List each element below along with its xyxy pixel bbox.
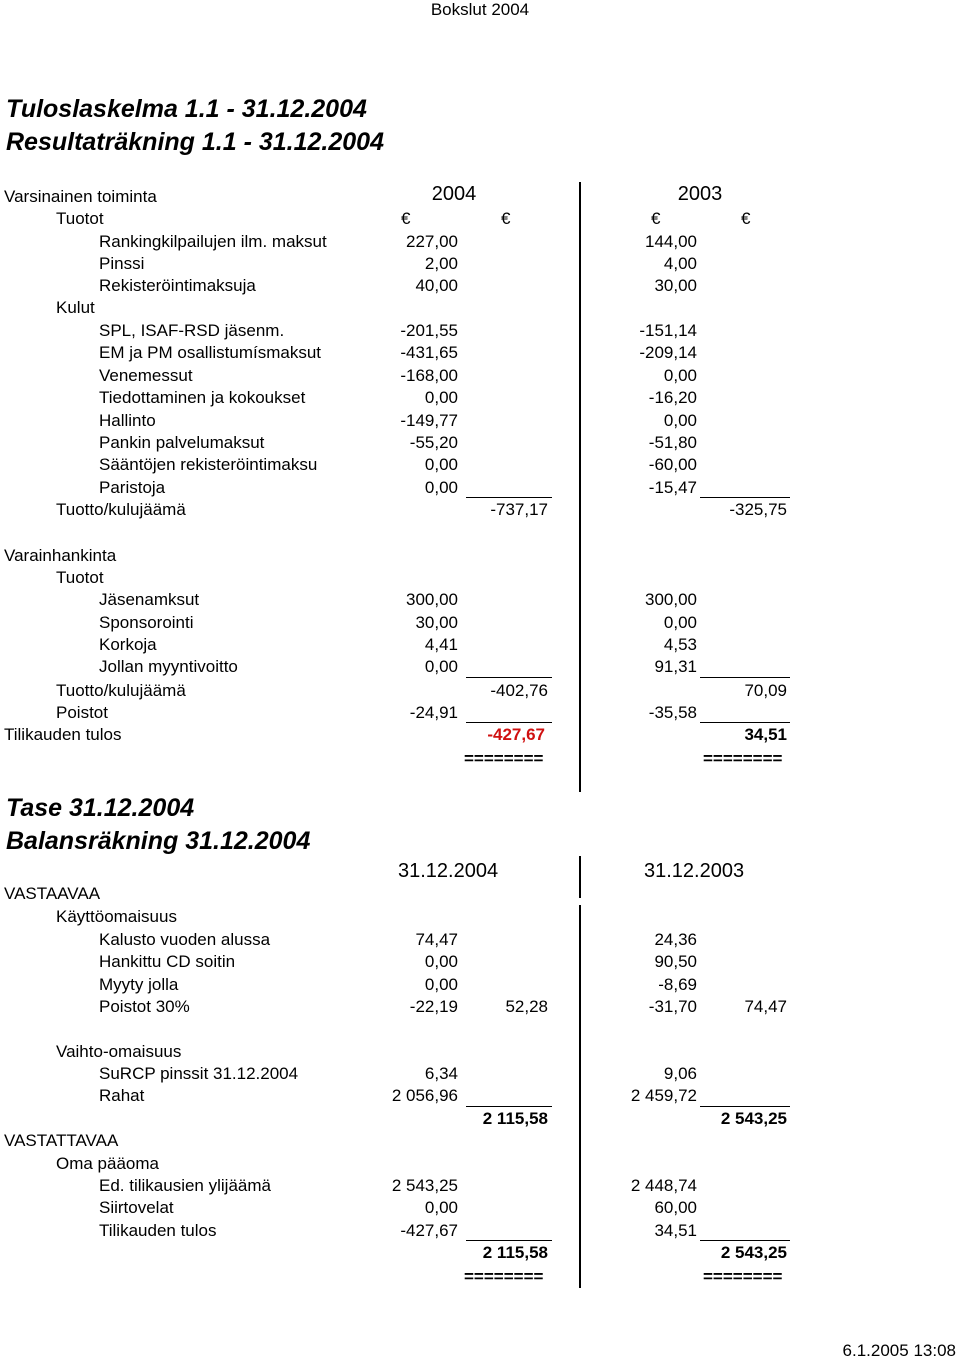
line-item-label: Venemessut xyxy=(99,366,193,385)
section-label: Varsinainen toiminta xyxy=(4,187,157,206)
line-item-value-b: -60,00 xyxy=(648,455,697,474)
liabilities-total-a: 2 115,58 xyxy=(482,1243,548,1262)
column-divider xyxy=(579,182,581,792)
currency-icon: € xyxy=(651,209,661,228)
line-item-label: EM ja PM osallistumísmaksut xyxy=(99,343,321,362)
line-item-value-b: 34,51 xyxy=(654,1221,697,1240)
line-item-label: Paristoja xyxy=(99,478,166,497)
result-label: Tuotto/kulujäämä xyxy=(56,681,186,700)
balance-title-sv: Balansräkning 31.12.2004 xyxy=(6,827,311,855)
line-item-label: Rekisteröintimaksuja xyxy=(99,276,256,295)
income-title-fi: Tuloslaskelma 1.1 - 31.12.2004 xyxy=(6,95,367,123)
line-item-value-b: -151,14 xyxy=(639,321,697,340)
line-item-value-a: 0,00 xyxy=(424,455,458,474)
line-item-value-a: 300,00 xyxy=(406,590,458,609)
line-item-value-b: 90,50 xyxy=(654,952,697,971)
line-item-value-b: 2 459,72 xyxy=(630,1086,697,1105)
group-label: Oma pääoma xyxy=(56,1154,159,1173)
assets-total-b: 2 543,25 xyxy=(720,1109,787,1128)
liabilities-total-b: 2 543,25 xyxy=(720,1243,787,1262)
line-item-value-b: 4,53 xyxy=(663,635,697,654)
column-divider xyxy=(579,905,581,1288)
double-rule: ======== xyxy=(464,1267,544,1286)
income-title-sv: Resultaträkning 1.1 - 31.12.2004 xyxy=(6,128,384,156)
subtotal-rule xyxy=(700,722,790,723)
date-header-a: 31.12.2004 xyxy=(398,860,499,882)
subtotal-rule xyxy=(700,1106,790,1107)
line-item-value-b: -31,70 xyxy=(648,997,697,1016)
assets-total-a: 2 115,58 xyxy=(482,1109,548,1128)
line-item-label: SuRCP pinssit 31.12.2004 xyxy=(99,1064,299,1083)
line-item-label: Pinssi xyxy=(99,254,145,273)
line-item-label: Jollan myyntivoitto xyxy=(99,657,238,676)
line-item-label: Tilikauden tulos xyxy=(99,1221,217,1240)
result-label: Tuotto/kulujäämä xyxy=(56,500,186,519)
line-item-value-b: 0,00 xyxy=(663,411,697,430)
line-item-value-b: 4,00 xyxy=(663,254,697,273)
subtotal-rule xyxy=(700,1240,790,1241)
line-item-value-b: -209,14 xyxy=(639,343,697,362)
line-item-value-a: -427,67 xyxy=(400,1221,458,1240)
line-item-value-b: 0,00 xyxy=(663,366,697,385)
line-item-value-a: 40,00 xyxy=(415,276,458,295)
result-value-b: 70,09 xyxy=(744,681,787,700)
line-item-value-a: -149,77 xyxy=(400,411,458,430)
line-item-label: Sponsorointi xyxy=(99,613,194,632)
line-item-value-a: 2 543,25 xyxy=(391,1176,458,1195)
line-item-value-a: -168,00 xyxy=(400,366,458,385)
result-value-a: -402,76 xyxy=(490,681,548,700)
line-item-label: Jäsenamksut xyxy=(99,590,200,609)
line-item-value-b: 0,00 xyxy=(663,613,697,632)
subtotal-rule xyxy=(466,677,552,678)
line-item-value-a: 0,00 xyxy=(424,657,458,676)
line-item-value-b: 60,00 xyxy=(654,1198,697,1217)
period-result-label: Tilikauden tulos xyxy=(4,725,122,744)
line-item-value-a: 0,00 xyxy=(424,975,458,994)
depreciation-label: Poistot xyxy=(56,703,108,722)
line-item-value-a: 0,00 xyxy=(424,1198,458,1217)
line-item-label: Poistot 30% xyxy=(99,997,190,1016)
currency-icon: € xyxy=(741,209,751,228)
line-item-value-a: 4,41 xyxy=(424,635,458,654)
subtotal-rule xyxy=(466,1240,552,1241)
line-item-value-a: 74,47 xyxy=(415,930,458,949)
group-label: Vaihto-omaisuus xyxy=(56,1042,182,1061)
subtotal-rule xyxy=(466,497,552,498)
assets-label: VASTAAVAA xyxy=(4,884,101,903)
line-item-total-b: 74,47 xyxy=(744,997,787,1016)
group-label: Tuotot xyxy=(56,209,104,228)
line-item-value-b: -16,20 xyxy=(648,388,697,407)
double-rule: ======== xyxy=(703,749,783,768)
line-item-label: Myyty jolla xyxy=(99,975,179,994)
line-item-value-a: 227,00 xyxy=(406,232,458,251)
section-label: Varainhankinta xyxy=(4,546,117,565)
line-item-value-a: 0,00 xyxy=(424,478,458,497)
line-item-value-b: -15,47 xyxy=(648,478,697,497)
line-item-value-b: 24,36 xyxy=(654,930,697,949)
line-item-value-b: 91,31 xyxy=(654,657,697,676)
depreciation-value-a: -24,91 xyxy=(409,703,458,722)
page-footer-timestamp: 6.1.2005 13:08 xyxy=(842,1341,956,1360)
double-rule: ======== xyxy=(464,749,544,768)
subtotal-rule xyxy=(700,497,790,498)
line-item-value-b: -51,80 xyxy=(648,433,697,452)
year-header-a: 2004 xyxy=(431,183,477,205)
result-value-a: -737,17 xyxy=(490,500,548,519)
subtotal-rule xyxy=(466,722,552,723)
line-item-label: Rankingkilpailujen ilm. maksut xyxy=(99,232,327,251)
currency-icon: € xyxy=(401,209,411,228)
balance-title-fi: Tase 31.12.2004 xyxy=(6,794,195,822)
line-item-label: SPL, ISAF-RSD jäsenm. xyxy=(99,321,285,340)
date-header-b: 31.12.2003 xyxy=(644,860,745,882)
line-item-value-b: 9,06 xyxy=(663,1064,697,1083)
subtotal-rule xyxy=(466,1106,552,1107)
result-value-b: -325,75 xyxy=(729,500,787,519)
depreciation-value-b: -35,58 xyxy=(648,703,697,722)
line-item-value-b: 2 448,74 xyxy=(630,1176,697,1195)
currency-icon: € xyxy=(501,209,511,228)
group-label: Käyttöomaisuus xyxy=(56,907,177,926)
line-item-label: Sääntöjen rekisteröintimaksu xyxy=(99,455,318,474)
liabilities-label: VASTATTAVAA xyxy=(4,1131,119,1150)
line-item-total-a: 52,28 xyxy=(505,997,548,1016)
line-item-value-a: -201,55 xyxy=(400,321,458,340)
group-label: Tuotot xyxy=(56,568,104,587)
year-header-b: 2003 xyxy=(677,183,723,205)
period-result-value-b: 34,51 xyxy=(744,725,787,744)
line-item-label: Siirtovelat xyxy=(99,1198,174,1217)
period-result-value-a: -427,67 xyxy=(487,725,545,744)
line-item-value-a: 30,00 xyxy=(415,613,458,632)
line-item-value-b: 144,00 xyxy=(645,232,697,251)
line-item-label: Korkoja xyxy=(99,635,157,654)
column-divider xyxy=(579,856,581,898)
line-item-value-a: -55,20 xyxy=(409,433,458,452)
page-header-title: Bokslut 2004 xyxy=(430,0,530,19)
line-item-value-b: -8,69 xyxy=(658,975,697,994)
line-item-value-a: 6,34 xyxy=(424,1064,458,1083)
line-item-label: Hallinto xyxy=(99,411,156,430)
line-item-label: Kalusto vuoden alussa xyxy=(99,930,271,949)
line-item-label: Pankin palvelumaksut xyxy=(99,433,265,452)
line-item-value-a: -22,19 xyxy=(409,997,458,1016)
line-item-value-a: -431,65 xyxy=(400,343,458,362)
line-item-value-a: 2 056,96 xyxy=(391,1086,458,1105)
line-item-label: Hankittu CD soitin xyxy=(99,952,236,971)
line-item-value-a: 0,00 xyxy=(424,388,458,407)
group-label: Kulut xyxy=(56,298,95,317)
line-item-value-b: 300,00 xyxy=(645,590,697,609)
line-item-label: Rahat xyxy=(99,1086,145,1105)
line-item-label: Tiedottaminen ja kokoukset xyxy=(99,388,306,407)
line-item-value-a: 0,00 xyxy=(424,952,458,971)
line-item-value-b: 30,00 xyxy=(654,276,697,295)
line-item-value-a: 2,00 xyxy=(424,254,458,273)
subtotal-rule xyxy=(700,677,790,678)
double-rule: ======== xyxy=(703,1267,783,1286)
line-item-label: Ed. tilikausien ylijäämä xyxy=(99,1176,271,1195)
